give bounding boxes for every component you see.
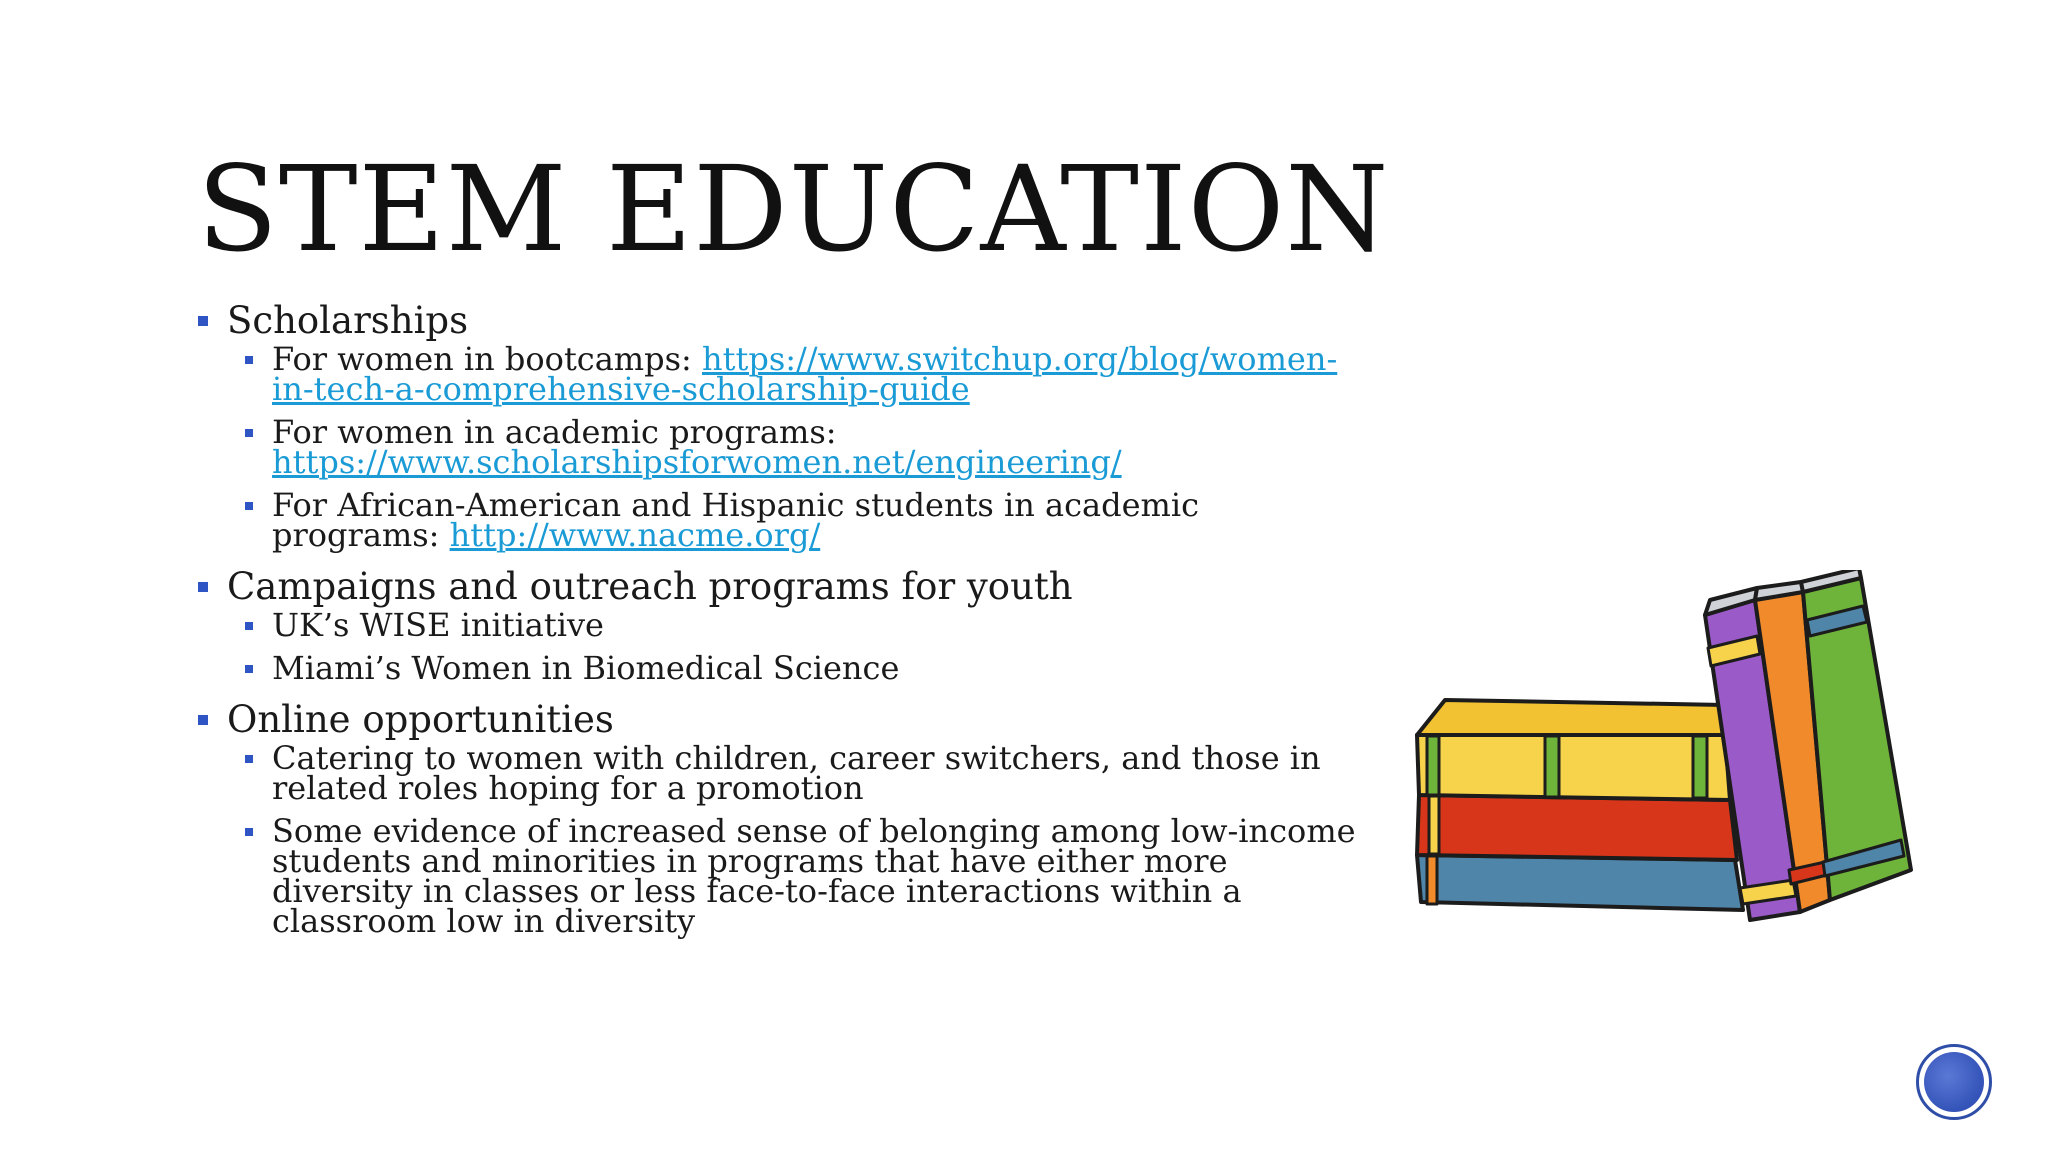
sub-bullet-evidence <box>227 812 1366 940</box>
sub-bullet-marker <box>245 356 253 364</box>
sub-bullet-academic <box>227 413 1366 481</box>
sub-bullet-marker <box>245 828 253 836</box>
sub-bullet-list <box>227 340 1366 554</box>
nacme-link[interactable]: http://www.nacme.org/ <box>449 516 821 554</box>
sub-bullet-marker <box>245 502 253 510</box>
switchup-link[interactable]: https://www.switchup.org/blog/women-in-tech-a-comprehensive-scholarship-guide <box>272 340 1338 408</box>
bullet-online <box>196 698 1366 940</box>
sub-bullet-marker <box>245 755 253 763</box>
sub-bullet-text: Some evidence of increased sense of belonging among low-income students and minorities in programs that have either more diversity in classes or less face-to-face interactions within a classroom low in diversity <box>272 812 1356 940</box>
sub-bullet-miami <box>227 649 1366 687</box>
bullet-campaigns <box>196 565 1366 687</box>
bullet-marker <box>198 715 208 725</box>
sub-bullet-text: For women in academic programs: <box>272 413 837 451</box>
sub-bullet-marker <box>245 622 253 630</box>
sub-bullet-text: For women in bootcamps: <box>272 340 702 378</box>
bullet-scholarships <box>196 299 1366 554</box>
bullet-marker <box>198 582 208 592</box>
sub-bullet-marker <box>245 665 253 673</box>
sub-bullet-text: UK’s WISE initiative <box>272 606 604 644</box>
bullet-text: Campaigns and outreach programs for youth <box>227 565 1073 608</box>
sub-bullet-text: Miami’s Women in Biomedical Science <box>272 649 900 687</box>
sub-bullet-text: For African-American and Hispanic students in academic programs: <box>272 486 1200 554</box>
slide-body <box>196 300 1366 952</box>
sub-bullet-nacme <box>227 486 1366 554</box>
sub-bullet-wise <box>227 606 1366 644</box>
sub-bullet-list <box>227 606 1366 687</box>
bullet-text: Online opportunities <box>227 698 614 741</box>
sub-bullet-text: Catering to women with children, career switchers, and those in related roles hoping for a promotion <box>272 739 1321 807</box>
sub-bullet-list <box>227 739 1366 940</box>
bullet-text: Scholarships <box>227 299 469 342</box>
scholarshipsforwomen-link[interactable]: https://www.scholarshipsforwomen.net/engineering/ <box>272 443 1122 481</box>
bullet-list <box>196 299 1366 940</box>
sub-bullet-catering <box>227 739 1366 807</box>
slide-title: STEM EDUCATION <box>197 140 1390 278</box>
bullet-marker <box>198 316 208 326</box>
slide-nav-button[interactable] <box>1916 1044 1992 1120</box>
sub-bullet-marker <box>245 429 253 437</box>
stack-of-books-icon <box>1405 570 1975 930</box>
sub-bullet-bootcamps <box>227 340 1366 408</box>
